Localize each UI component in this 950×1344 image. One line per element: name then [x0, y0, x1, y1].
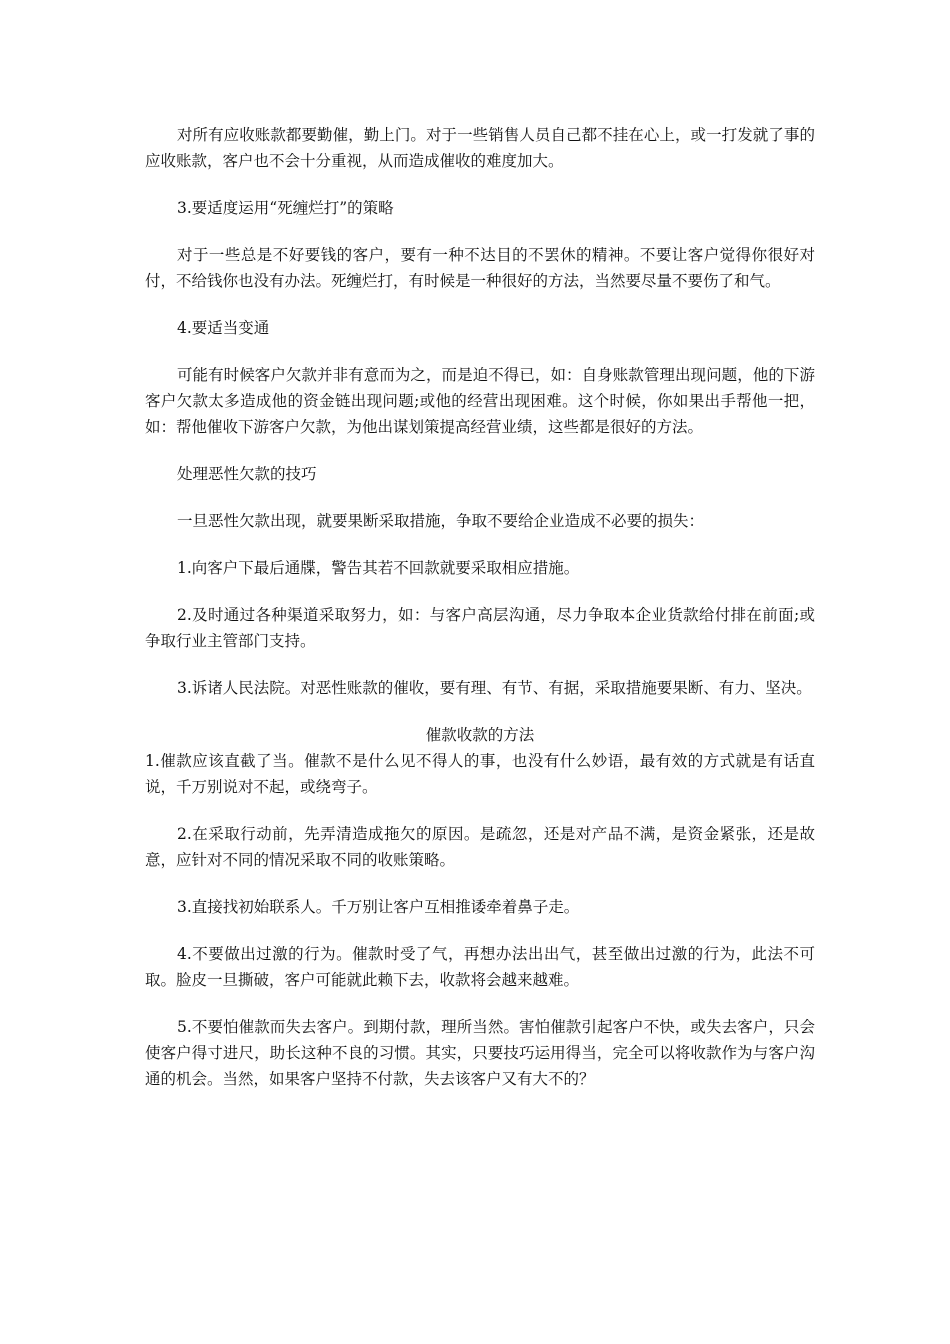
- section-title: 催款收款的方法: [425, 726, 535, 744]
- list-item: 3.诉诸人民法院。对恶性账款的催收，要有理、有节、有据，采取措施要果断、有力、坚决。: [177, 679, 812, 697]
- section-heading: 3.要适度运用“死缠烂打”的策略: [177, 199, 394, 217]
- document-body: [145, 122, 815, 1092]
- list-item: 1.催款应该直截了当。催款不是什么见不得人的事，也没有什么妙语，最有效的方式就是有话直说，千万别说对不起，或绕弯子。: [145, 752, 815, 796]
- paragraph: 一旦恶性欠款出现，就要果断采取措施，争取不要给企业造成不必要的损失：: [177, 512, 705, 530]
- paragraph: 对于一些总是不好要钱的客户，要有一种不达目的不罢休的精神。不要让客户觉得你很好对付，不给钱你也没有办法。死缠烂打，有时候是一种很好的方法，当然要尽量不要伤了和气。: [145, 246, 815, 290]
- list-item: 3.直接找初始联系人。千万别让客户互相推诿牵着鼻子走。: [177, 898, 580, 916]
- list-item: 2.及时通过各种渠道采取努力，如：与客户高层沟通，尽力争取本企业货款给付排在前面;或争取行业主管部门支持。: [145, 606, 815, 650]
- paragraph: 可能有时候客户欠款并非有意而为之，而是迫不得已，如：自身账款管理出现问题，他的下游客户欠款太多造成他的资金链出现问题;或他的经营出现困难。这个时候，你如果出手帮他一把，如：帮他催收下游客户欠款，为他出谋划策提高经营业绩，这些都是很好的方法。: [145, 366, 815, 436]
- list-item: 2.在采取行动前，先弄清造成拖欠的原因。是疏忽，还是对产品不满，是资金紧张，还是故意，应针对不同的情况采取不同的收账策略。: [145, 825, 815, 869]
- list-item: 4.不要做出过激的行为。催款时受了气，再想办法出出气，甚至做出过激的行为，此法不可取。脸皮一旦撕破，客户可能就此赖下去，收款将会越来越难。: [145, 945, 815, 989]
- paragraph: 对所有应收账款都要勤催，勤上门。对于一些销售人员自己都不挂在心上，或一打发就了事的应收账款，客户也不会十分重视，从而造成催收的难度加大。: [145, 126, 815, 170]
- section-heading: 处理恶性欠款的技巧: [177, 465, 317, 483]
- list-item: 5.不要怕催款而失去客户。到期付款，理所当然。害怕催款引起客户不快，或失去客户，只会使客户得寸进尺，助长这种不良的习惯。其实，只要技巧运用得当，完全可以将收款作为与客户沟通的机会。当然，如果客户坚持不付款，失去该客户又有大不的？: [145, 1018, 815, 1088]
- section-heading: 4.要适当变通: [177, 319, 270, 337]
- list-item: 1.向客户下最后通牒，警告其若不回款就要采取相应措施。: [177, 559, 580, 577]
